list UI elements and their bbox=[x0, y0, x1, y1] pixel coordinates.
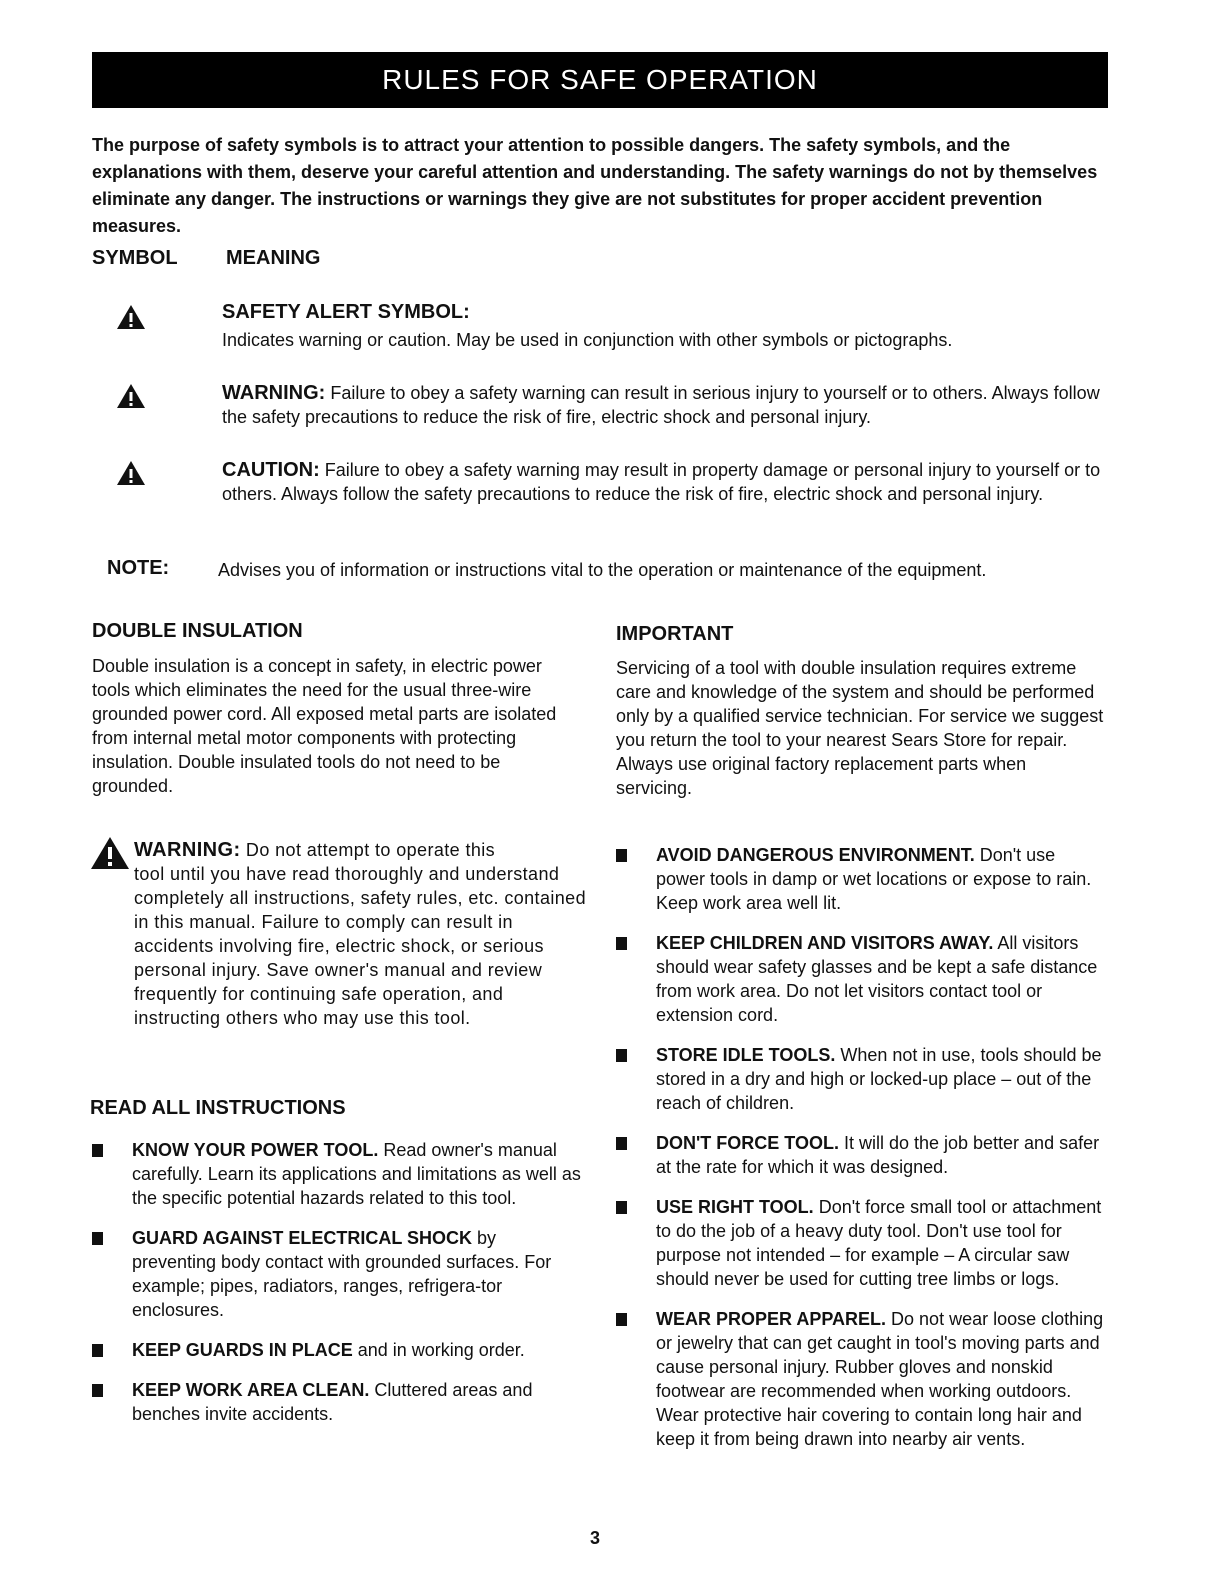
bullet-square-icon bbox=[616, 1313, 627, 1326]
operate-warning-text: tool until you have read thoroughly and understand completely all instructions, safety rules, etc. contained in this manual. Failure to comply can result in accidents involving fire, electric shock, or serious personal injury. Save owner's manual and review frequently for continuing safe operation, and instructing others who may use this tool. bbox=[134, 864, 587, 1028]
item-text: and in working order. bbox=[352, 1340, 525, 1360]
page-number: 3 bbox=[590, 1528, 601, 1548]
item-text: It will do the job better and safer at the rate for which it was designed. bbox=[656, 1133, 1100, 1177]
caution-text: Failure to obey a safety warning may result in property damage or personal injury to yourself or to others. Always follow the safety precautions to reduce the risk of fire, electric shock and personal injury. bbox=[222, 460, 1101, 504]
item-lead: WEAR PROPER APPAREL. bbox=[656, 1309, 887, 1329]
bullet-square-icon bbox=[92, 1344, 103, 1357]
list-item bbox=[612, 1307, 1108, 1451]
warning-lead: WARNING: bbox=[222, 382, 326, 404]
item-text: Don't force small tool or attachment to do the job of a heavy duty tool. Don't use tool for purpose not intended – for example – A circular saw should never be used for cutting tree limbs or logs. bbox=[656, 1197, 1102, 1289]
page-banner bbox=[92, 52, 1108, 108]
bullet-square-icon bbox=[616, 1049, 627, 1062]
note-label: NOTE: bbox=[107, 557, 170, 579]
list-item bbox=[88, 1338, 584, 1362]
item-text: Do not wear loose clothing or jewelry that can get caught in tool's moving parts and cause personal injury. Rubber gloves and nonskid footwear are recommended when working outdoors. Wear protective hair covering to contain long hair and keep it from being drawn into nearby air vents. bbox=[656, 1309, 1104, 1449]
bullet-square-icon bbox=[92, 1144, 103, 1157]
item-lead: KNOW YOUR POWER TOOL. bbox=[132, 1140, 379, 1160]
warning-entry bbox=[222, 381, 1102, 429]
list-item bbox=[612, 1195, 1108, 1291]
operate-warning bbox=[90, 838, 586, 1030]
item-text: by preventing body contact with grounded surfaces. For example; pipes, radiators, ranges, refrigera-tor enclosures. bbox=[132, 1228, 552, 1320]
list-item bbox=[612, 1043, 1108, 1115]
item-lead: USE RIGHT TOOL. bbox=[656, 1197, 814, 1217]
read-all-list bbox=[88, 1138, 584, 1442]
item-lead: GUARD AGAINST ELECTRICAL SHOCK bbox=[132, 1228, 473, 1248]
safety-rules-list bbox=[612, 843, 1108, 1467]
list-item bbox=[88, 1378, 584, 1426]
list-item bbox=[88, 1226, 584, 1322]
item-text: Read owner's manual carefully. Learn its applications and limitations as well as the specific potential hazards related to this tool. bbox=[132, 1140, 581, 1208]
warning-triangle-icon bbox=[90, 836, 130, 876]
read-all-title: READ ALL INSTRUCTIONS bbox=[90, 1097, 346, 1119]
item-lead: DON'T FORCE TOOL. bbox=[656, 1133, 839, 1153]
note-text: Advises you of information or instructions vital to the operation or maintenance of the equipment. bbox=[218, 560, 987, 580]
item-text: All visitors should wear safety glasses and be kept a safe distance from work area. Do not let visitors contact tool or extension cord. bbox=[656, 933, 1098, 1025]
bullet-square-icon bbox=[92, 1384, 103, 1397]
item-lead: STORE IDLE TOOLS. bbox=[656, 1045, 836, 1065]
operate-warning-first-line: Do not attempt to operate this bbox=[240, 840, 496, 860]
list-item bbox=[612, 843, 1108, 915]
item-text: Don't use power tools in damp or wet locations or expose to rain. Keep work area well lit. bbox=[656, 845, 1092, 913]
banner-title: RULES FOR SAFE OPERATION bbox=[382, 64, 818, 95]
safety-alert-entry bbox=[222, 300, 1102, 352]
safety-alert-icon bbox=[116, 304, 146, 330]
bullet-square-icon bbox=[92, 1232, 103, 1245]
item-lead: AVOID DANGEROUS ENVIRONMENT. bbox=[656, 845, 975, 865]
double-insulation-text: Double insulation is a concept in safety, in electric power tools which eliminates the need for the usual three-wire grounded power cord. All exposed metal parts are isolated from internal metal motor components with protecting insulation. Double insulated tools do not need to be grounded. bbox=[92, 656, 557, 796]
item-text: When not in use, tools should be stored in a dry and high or locked-up place – out of the reach of children. bbox=[656, 1045, 1102, 1113]
bullet-square-icon bbox=[616, 1137, 627, 1150]
list-item bbox=[612, 1131, 1108, 1179]
warning-text: Failure to obey a safety warning can result in serious injury to yourself or to others. Always follow the safety precautions to reduce the risk of fire, electric shock and personal injury. bbox=[222, 383, 1100, 427]
item-lead: KEEP GUARDS IN PLACE bbox=[132, 1340, 353, 1360]
item-lead: KEEP WORK AREA CLEAN. bbox=[132, 1380, 370, 1400]
operate-warning-lead: WARNING: bbox=[134, 839, 241, 861]
caution-alert-icon bbox=[116, 460, 146, 486]
bullet-square-icon bbox=[616, 849, 627, 862]
important-title: IMPORTANT bbox=[616, 623, 734, 645]
intro-paragraph: The purpose of safety symbols is to attract your attention to possible dangers. The safety symbols, and the explanations with them, deserve your careful attention and understanding. The safety warnings do not by themselves eliminate any danger. The instructions or warnings they give are not substitutes for proper accident prevention measures. bbox=[92, 135, 1098, 236]
bullet-square-icon bbox=[616, 937, 627, 950]
double-insulation-title: DOUBLE INSULATION bbox=[92, 620, 303, 642]
item-lead: KEEP CHILDREN AND VISITORS AWAY. bbox=[656, 933, 994, 953]
caution-lead: CAUTION: bbox=[222, 459, 320, 481]
item-text: Cluttered areas and benches invite accidents. bbox=[132, 1380, 533, 1424]
safety-alert-title: SAFETY ALERT SYMBOL: bbox=[222, 301, 470, 323]
meaning-column-header: MEANING bbox=[226, 247, 321, 269]
important-text: Servicing of a tool with double insulation requires extreme care and knowledge of the system and should be performed only by a qualified service technician. For service we suggest you return the tool to your nearest Sears Store for repair. Always use original factory replacement parts when servicing. bbox=[616, 658, 1104, 798]
warning-alert-icon bbox=[116, 383, 146, 409]
symbol-column-header: SYMBOL bbox=[92, 247, 178, 269]
list-item bbox=[612, 931, 1108, 1027]
bullet-square-icon bbox=[616, 1201, 627, 1214]
list-item bbox=[88, 1138, 584, 1210]
caution-entry bbox=[222, 458, 1102, 506]
safety-alert-text: Indicates warning or caution. May be used in conjunction with other symbols or pictographs. bbox=[222, 330, 953, 350]
